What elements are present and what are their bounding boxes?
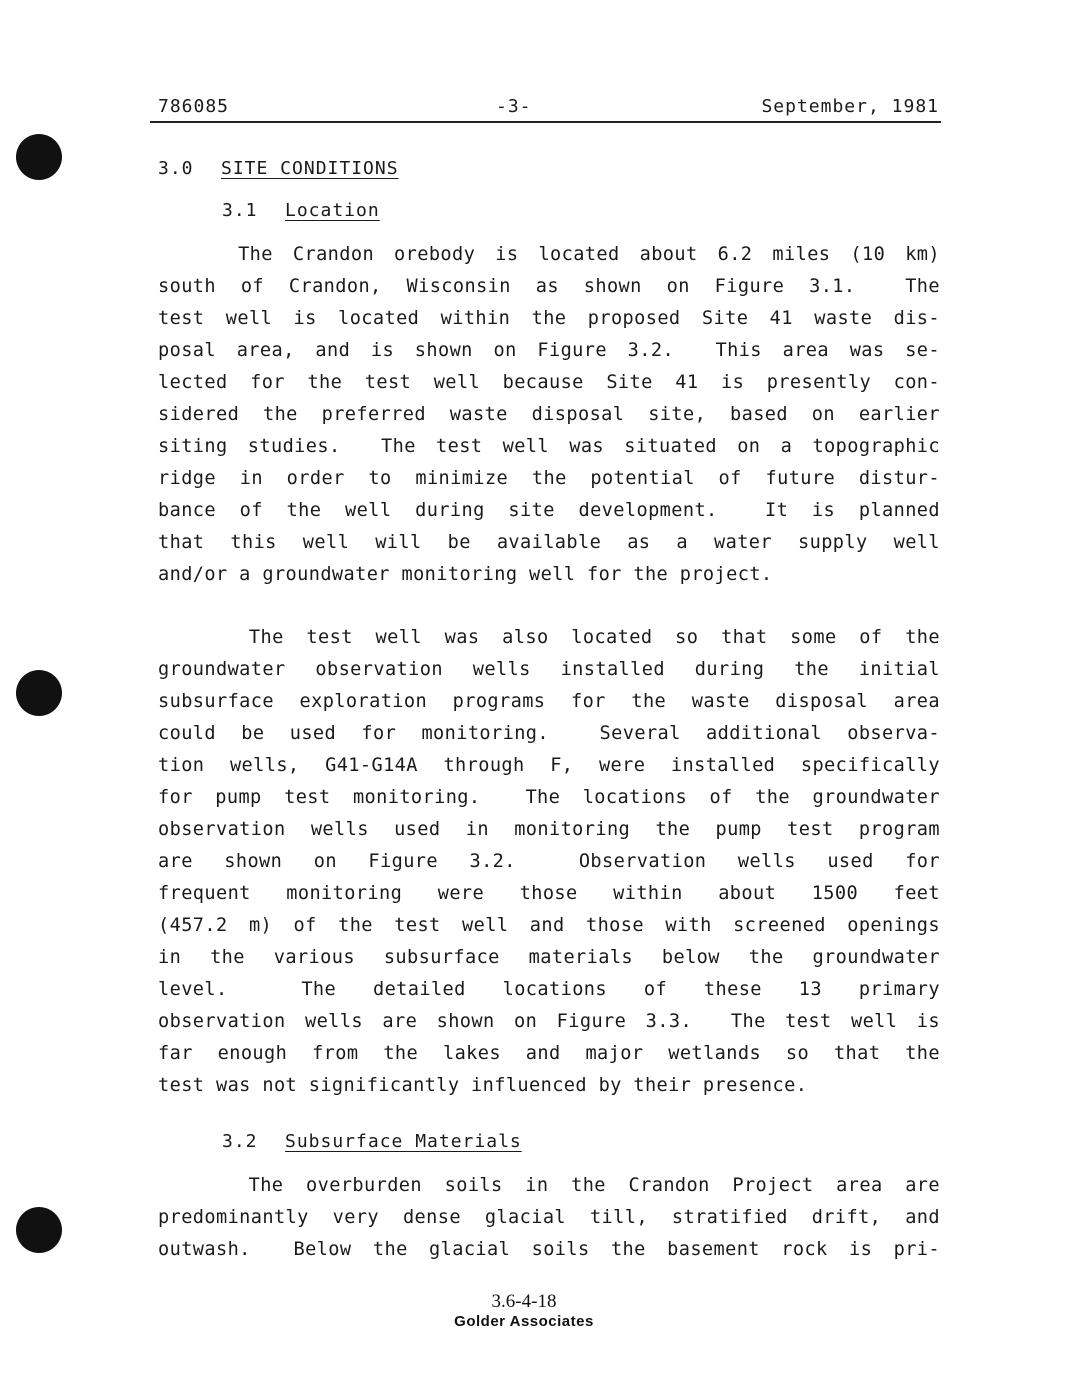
text-line: The test well was also located so that some of the [158, 627, 940, 648]
text-line: in the various subsurface materials below the groundwater [158, 947, 940, 968]
text-line: that this well will be available as a water supply well [158, 532, 940, 553]
text-line: frequent monitoring were those within about 1500 feet [158, 883, 940, 904]
paragraph-subsurface-materials [158, 1170, 940, 1266]
binder-hole [16, 670, 62, 716]
paragraph-observation-wells [158, 622, 940, 1102]
binder-hole [16, 134, 62, 180]
subsection-heading-location [222, 200, 380, 221]
text-line: are shown on Figure 3.2. Observation wells used for [158, 851, 940, 872]
text-line: south of Crandon, Wisconsin as shown on Figure 3.1. The [158, 276, 940, 297]
subsection-number: 3.2 [222, 1131, 258, 1152]
text-line: level. The detailed locations of these 13 primary [158, 979, 940, 1000]
page-footer [360, 1291, 688, 1331]
text-line: siting studies. The test well was situated on a topographic [158, 436, 940, 457]
page-number: -3- [496, 96, 532, 117]
text-line: test was not significantly influenced by their presence. [158, 1075, 808, 1096]
text-line: observation wells used in monitoring the pump test program [158, 819, 940, 840]
document-date: September, 1981 [761, 96, 939, 117]
subsection-title: Subsurface Materials [285, 1131, 522, 1152]
text-line: observation wells are shown on Figure 3.3. The test well is [158, 1011, 940, 1032]
text-line: for pump test monitoring. The locations of the groundwater [158, 787, 940, 808]
text-line: tion wells, G41-G14A through F, were installed specifically [158, 755, 940, 776]
text-line: groundwater observation wells installed during the initial [158, 659, 940, 680]
text-line: far enough from the lakes and major wetlands so that the [158, 1043, 940, 1064]
section-heading [158, 158, 399, 179]
text-line: could be used for monitoring. Several additional observa- [158, 723, 940, 744]
footer-firm-name: Golder Associates [454, 1313, 594, 1330]
binder-hole [16, 1207, 62, 1253]
text-line: sidered the preferred waste disposal site, based on earlier [158, 404, 940, 425]
footer-code: 3.6-4-18 [491, 1291, 557, 1312]
subsection-number: 3.1 [222, 200, 258, 221]
text-line: predominantly very dense glacial till, stratified drift, and [158, 1207, 940, 1228]
text-line: The overburden soils in the Crandon Project area are [158, 1175, 940, 1196]
document-number: 786085 [158, 96, 230, 117]
page-header [150, 94, 941, 123]
text-line: test well is located within the proposed Site 41 waste dis- [158, 308, 940, 329]
paragraph-location [158, 239, 940, 591]
text-line: subsurface exploration programs for the waste disposal area [158, 691, 940, 712]
subsection-title: Location [285, 200, 380, 221]
section-number: 3.0 [158, 158, 194, 179]
text-line: (457.2 m) of the test well and those with screened openings [158, 915, 940, 936]
text-line: lected for the test well because Site 41 is presently con- [158, 372, 940, 393]
section-title: SITE CONDITIONS [221, 158, 399, 179]
text-line: outwash. Below the glacial soils the basement rock is pri- [158, 1239, 940, 1260]
text-line: bance of the well during site development. It is planned [158, 500, 940, 521]
subsection-heading-materials [222, 1131, 522, 1152]
text-line: ridge in order to minimize the potential of future distur- [158, 468, 940, 489]
text-line: posal area, and is shown on Figure 3.2. This area was se- [158, 340, 940, 361]
text-line: The Crandon orebody is located about 6.2 miles (10 km) [158, 244, 940, 265]
text-line: and/or a groundwater monitoring well for the project. [158, 564, 773, 585]
